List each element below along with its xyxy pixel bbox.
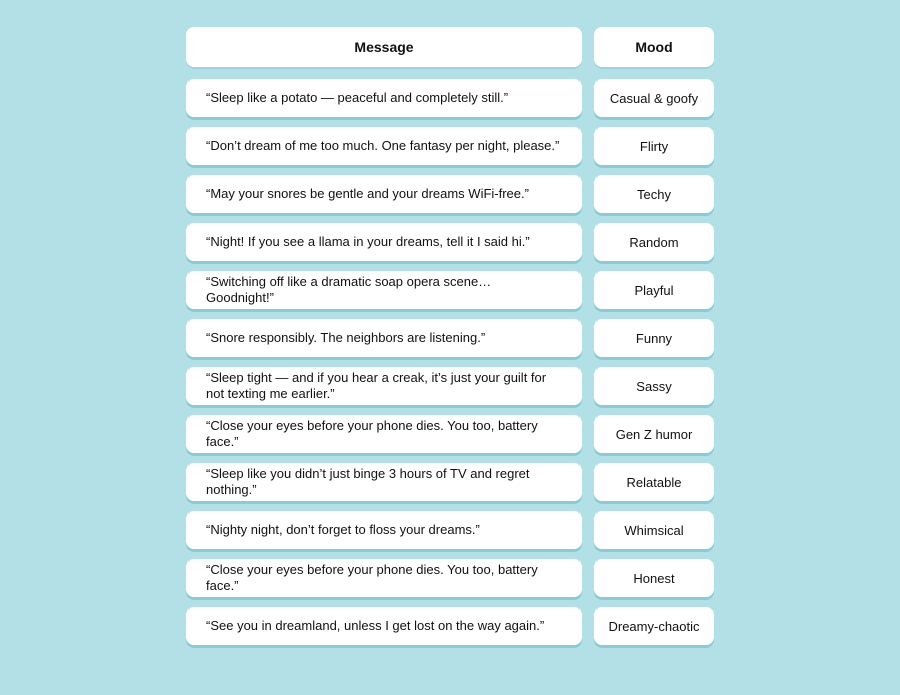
table-row <box>186 607 714 645</box>
mood-cell: Dreamy-chaotic <box>594 607 714 645</box>
mood-cell: Honest <box>594 559 714 597</box>
table-row <box>186 127 714 165</box>
message-cell: “Close your eyes before your phone dies. You too, battery face.” <box>186 415 582 453</box>
table-row <box>186 319 714 357</box>
mood-cell: Random <box>594 223 714 261</box>
message-cell: “Sleep tight — and if you hear a creak, it’s just your guilt for not texting me earlier.” <box>186 367 582 405</box>
table-row <box>186 223 714 261</box>
message-cell: “May your snores be gentle and your dreams WiFi-free.” <box>186 175 582 213</box>
message-cell: “Snore responsibly. The neighbors are listening.” <box>186 319 582 357</box>
mood-cell: Funny <box>594 319 714 357</box>
mood-cell: Techy <box>594 175 714 213</box>
table-row <box>186 175 714 213</box>
mood-cell: Gen Z humor <box>594 415 714 453</box>
column-header-mood: Mood <box>594 27 714 67</box>
message-cell: “Switching off like a dramatic soap opera scene… Goodnight!” <box>186 271 582 309</box>
message-cell: “Sleep like you didn’t just binge 3 hours of TV and regret nothing.” <box>186 463 582 501</box>
message-cell: “Night! If you see a llama in your dreams, tell it I said hi.” <box>186 223 582 261</box>
mood-cell: Casual & goofy <box>594 79 714 117</box>
mood-cell: Playful <box>594 271 714 309</box>
table-row <box>186 79 714 117</box>
mood-cell: Flirty <box>594 127 714 165</box>
mood-cell: Relatable <box>594 463 714 501</box>
message-cell: “Nighty night, don’t forget to floss your dreams.” <box>186 511 582 549</box>
mood-cell: Sassy <box>594 367 714 405</box>
message-cell: “Close your eyes before your phone dies. You too, battery face.” <box>186 559 582 597</box>
table-row <box>186 463 714 501</box>
table-row <box>186 271 714 309</box>
message-cell: “See you in dreamland, unless I get lost on the way again.” <box>186 607 582 645</box>
mood-cell: Whimsical <box>594 511 714 549</box>
column-header-message: Message <box>186 27 582 67</box>
table-header <box>186 27 714 67</box>
table-row <box>186 559 714 597</box>
message-cell: “Sleep like a potato — peaceful and completely still.” <box>186 79 582 117</box>
table-row <box>186 367 714 405</box>
table-row <box>186 415 714 453</box>
table-row <box>186 511 714 549</box>
message-cell: “Don’t dream of me too much. One fantasy per night, please.” <box>186 127 582 165</box>
message-mood-table <box>186 27 714 655</box>
